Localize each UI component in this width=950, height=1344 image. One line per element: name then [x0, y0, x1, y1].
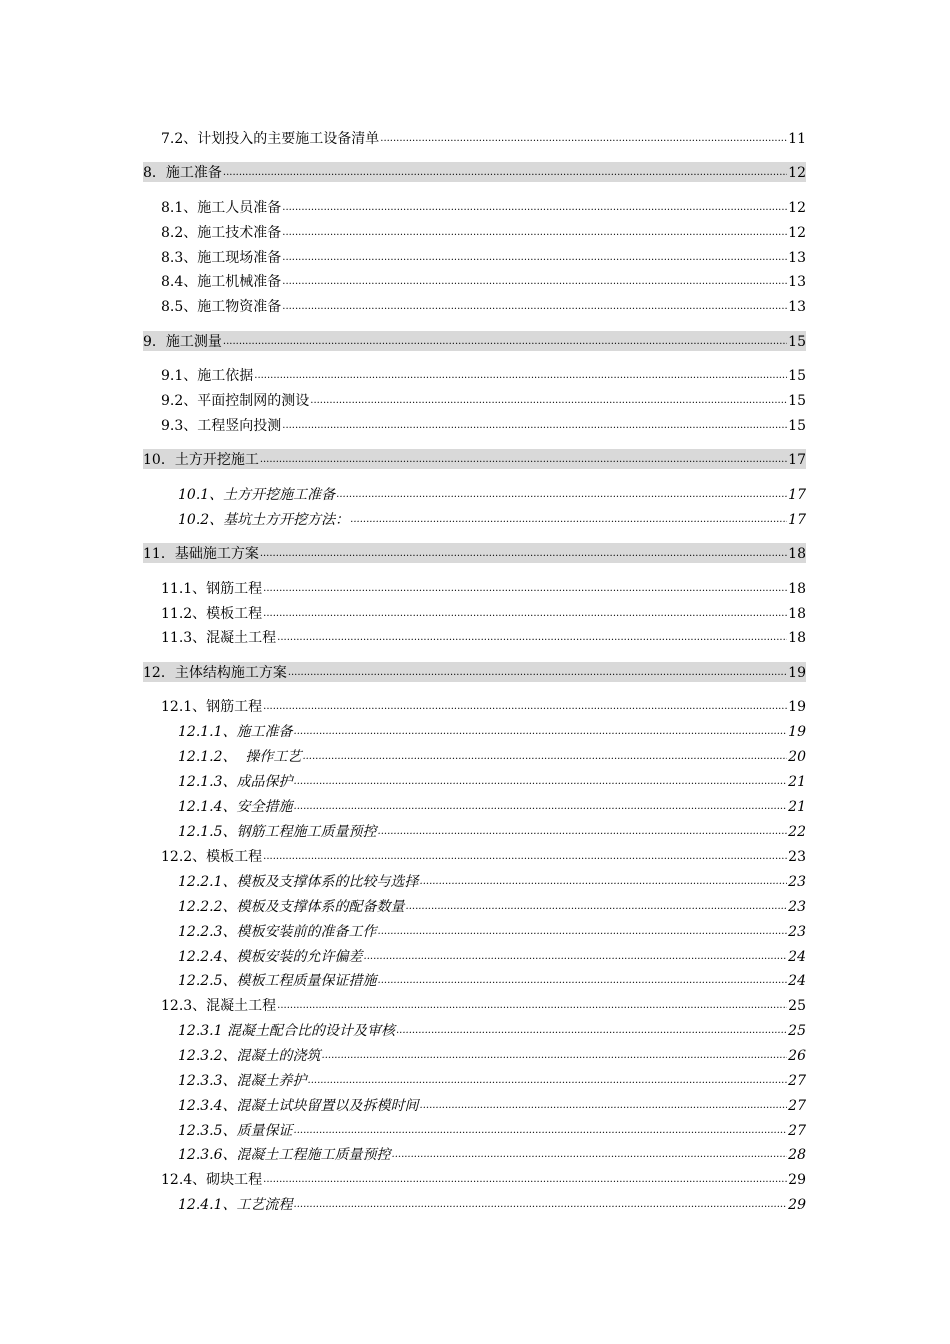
toc-page-number: 15 — [788, 368, 806, 384]
toc-page-number: 22 — [788, 824, 806, 840]
toc-section-entry[interactable] — [178, 484, 806, 504]
toc-section-entry[interactable] — [178, 771, 806, 791]
toc-page-number: 12 — [788, 165, 806, 181]
toc-entry-label: 12.1.2、 操作工艺 — [178, 749, 302, 765]
toc-section-entry[interactable] — [161, 995, 806, 1015]
toc-entry-label: 12.1.5、钢筋工程施工质量预控 — [178, 824, 377, 840]
toc-page-number: 23 — [788, 849, 806, 865]
toc-entry-label: 12.2、模板工程 — [161, 849, 263, 865]
toc-page-number: 17 — [788, 452, 806, 468]
toc-entry-label: 11.2、模板工程 — [161, 606, 263, 622]
toc-page-number: 23 — [788, 874, 806, 890]
toc-page-number: 29 — [788, 1197, 806, 1213]
toc-page-number: 15 — [788, 418, 806, 434]
toc-dot-leader — [294, 1194, 788, 1214]
toc-entry-label: 10．土方开挖施工 — [143, 452, 259, 468]
toc-page-number: 27 — [788, 1123, 806, 1139]
toc-dot-leader — [380, 128, 787, 148]
toc-entry-label: 9.2、平面控制网的测设 — [161, 393, 310, 409]
toc-dot-leader — [302, 746, 787, 766]
toc-entry-label: 12.2.1、模板及支撑体系的比较与选择 — [178, 874, 419, 890]
toc-dot-leader — [294, 771, 788, 791]
toc-section-entry[interactable] — [178, 1120, 806, 1140]
toc-page-number: 19 — [788, 724, 806, 740]
toc-section-entry[interactable] — [161, 415, 806, 435]
toc-dot-leader — [277, 627, 787, 647]
toc-section-entry[interactable] — [178, 921, 806, 941]
toc-entry-label: 12.1.3、成品保护 — [178, 774, 293, 790]
toc-entry-label: 12.3.2、混凝土的浇筑 — [178, 1048, 321, 1064]
toc-dot-leader — [322, 1045, 788, 1065]
toc-section-entry[interactable] — [161, 846, 806, 866]
toc-dot-leader — [378, 921, 788, 941]
toc-page-number: 12 — [788, 200, 806, 216]
toc-page-number: 23 — [788, 924, 806, 940]
toc-entry-label: 12.2.3、模板安装前的准备工作 — [178, 924, 377, 940]
toc-dot-leader — [378, 821, 788, 841]
toc-entry-label: 12.3、混凝土工程 — [161, 998, 277, 1014]
toc-page-number: 18 — [788, 581, 806, 597]
toc-dot-leader — [277, 995, 787, 1015]
toc-page-number: 25 — [788, 1023, 806, 1039]
toc-section-entry[interactable] — [161, 296, 806, 316]
toc-section-entry[interactable] — [161, 222, 806, 242]
toc-dot-leader — [288, 662, 787, 682]
toc-page-number: 24 — [788, 949, 806, 965]
toc-page-number: 18 — [788, 630, 806, 646]
toc-page-number: 20 — [788, 749, 806, 765]
toc-section-entry[interactable] — [161, 197, 806, 217]
toc-page-number: 18 — [788, 606, 806, 622]
toc-page-number: 21 — [788, 774, 806, 790]
toc-entry-label: 12.1.1、施工准备 — [178, 724, 293, 740]
toc-entry-label: 8．施工准备 — [143, 165, 222, 181]
toc-dot-leader — [282, 197, 787, 217]
toc-page-number: 29 — [788, 1172, 806, 1188]
toc-chapter-entry[interactable] — [143, 331, 806, 351]
toc-entry-label: 12．主体结构施工方案 — [143, 665, 287, 681]
toc-section-entry[interactable] — [178, 1144, 806, 1164]
toc-page-number: 19 — [788, 665, 806, 681]
toc-chapter-entry[interactable] — [143, 543, 806, 563]
toc-entry-label: 7.2、计划投入的主要施工设备清单 — [161, 131, 380, 147]
toc-chapter-entry[interactable] — [143, 449, 806, 469]
toc-dot-leader — [420, 871, 788, 891]
toc-dot-leader — [364, 946, 788, 966]
toc-entry-label: 12.2.4、模板安装的允许偏差 — [178, 949, 363, 965]
toc-section-entry[interactable] — [178, 1095, 806, 1115]
toc-page-number: 21 — [788, 799, 806, 815]
toc-dot-leader — [260, 543, 787, 563]
toc-section-entry[interactable] — [161, 1169, 806, 1189]
toc-entry-label: 9.3、工程竖向投测 — [161, 418, 282, 434]
toc-page-number: 15 — [788, 334, 806, 350]
toc-section-entry[interactable] — [178, 970, 806, 990]
toc-dot-leader — [294, 796, 788, 816]
toc-dot-leader — [378, 970, 788, 990]
toc-section-entry[interactable] — [178, 1045, 806, 1065]
toc-dot-leader — [336, 484, 787, 504]
toc-page-number: 17 — [788, 512, 806, 528]
toc-entry-label: 12.2.2、模板及支撑体系的配备数量 — [178, 899, 405, 915]
toc-entry-label: 12.3.1 混凝土配合比的设计及审核 — [178, 1023, 395, 1039]
toc-entry-label: 12.3.4、混凝土试块留置以及拆模时间 — [178, 1098, 419, 1114]
toc-dot-leader — [263, 603, 787, 623]
toc-section-entry[interactable] — [178, 796, 806, 816]
toc-page-number: 13 — [788, 250, 806, 266]
toc-section-entry[interactable] — [161, 365, 806, 385]
toc-page-number: 23 — [788, 899, 806, 915]
toc-page-number: 17 — [788, 487, 806, 503]
toc-entry-label: 8.5、施工物资准备 — [161, 299, 282, 315]
toc-dot-leader — [420, 1095, 788, 1115]
toc-dot-leader — [254, 365, 787, 385]
toc-page-number: 28 — [788, 1147, 806, 1163]
toc-section-entry[interactable] — [178, 746, 806, 766]
toc-dot-leader — [294, 1120, 788, 1140]
toc-entry-label: 11.1、钢筋工程 — [161, 581, 263, 597]
toc-page-number: 12 — [788, 225, 806, 241]
toc-entry-label: 12.3.3、混凝土养护 — [178, 1073, 307, 1089]
toc-page-number: 24 — [788, 973, 806, 989]
toc-page-number: 27 — [788, 1098, 806, 1114]
toc-entry-label: 10.1、土方开挖施工准备 — [178, 487, 336, 503]
toc-section-entry[interactable] — [161, 603, 806, 623]
toc-page-number: 19 — [788, 699, 806, 715]
toc-section-entry[interactable] — [161, 627, 806, 647]
toc-section-entry[interactable] — [178, 1020, 806, 1040]
toc-entry-label: 8.2、施工技术准备 — [161, 225, 282, 241]
toc-page-number: 11 — [788, 131, 806, 147]
toc-dot-leader — [282, 296, 787, 316]
toc-section-entry[interactable] — [161, 696, 806, 716]
toc-dot-leader — [282, 271, 787, 291]
toc-dot-leader — [260, 449, 787, 469]
toc-section-entry[interactable] — [161, 128, 806, 148]
toc-dot-leader — [282, 247, 787, 267]
toc-entry-label: 8.3、施工现场准备 — [161, 250, 282, 266]
toc-entry-label: 11．基础施工方案 — [143, 546, 259, 562]
toc-section-entry[interactable] — [161, 271, 806, 291]
toc-section-entry[interactable] — [178, 1194, 806, 1214]
toc-entry-label: 12.4.1、工艺流程 — [178, 1197, 293, 1213]
toc-entry-label: 12.1、钢筋工程 — [161, 699, 263, 715]
toc-dot-leader — [282, 415, 787, 435]
toc-dot-leader — [294, 721, 788, 741]
toc-section-entry[interactable] — [178, 1070, 806, 1090]
toc-entry-label: 12.1.4、安全措施 — [178, 799, 293, 815]
toc-section-entry[interactable] — [178, 946, 806, 966]
toc-entry-label: 11.3、混凝土工程 — [161, 630, 277, 646]
toc-dot-leader — [350, 509, 787, 529]
toc-page-number: 15 — [788, 393, 806, 409]
toc-dot-leader — [263, 696, 787, 716]
toc-page-number: 18 — [788, 546, 806, 562]
toc-dot-leader — [282, 222, 787, 242]
toc-page-number: 25 — [788, 998, 806, 1014]
toc-entry-label: 9.1、施工依据 — [161, 368, 254, 384]
toc-section-entry[interactable] — [178, 896, 806, 916]
toc-section-entry[interactable] — [161, 390, 806, 410]
toc-dot-leader — [310, 390, 787, 410]
toc-entry-label: 9．施工测量 — [143, 334, 222, 350]
toc-entry-label: 12.4、砌块工程 — [161, 1172, 263, 1188]
toc-entry-label: 10.2、基坑土方开挖方法： — [178, 512, 350, 528]
toc-entry-label: 8.1、施工人员准备 — [161, 200, 282, 216]
toc-section-entry[interactable] — [178, 509, 806, 529]
toc-dot-leader — [392, 1144, 788, 1164]
toc-dot-leader — [308, 1070, 788, 1090]
toc-section-entry[interactable] — [178, 821, 806, 841]
toc-dot-leader — [263, 578, 787, 598]
toc-page-number: 27 — [788, 1073, 806, 1089]
toc-page-number: 13 — [788, 299, 806, 315]
toc-dot-leader — [263, 1169, 787, 1189]
toc-section-entry[interactable] — [161, 247, 806, 267]
toc-chapter-entry[interactable] — [143, 162, 806, 182]
toc-page-number: 26 — [788, 1048, 806, 1064]
toc-entry-label: 12.3.5、质量保证 — [178, 1123, 293, 1139]
toc-section-entry[interactable] — [178, 721, 806, 741]
toc-dot-leader — [263, 846, 787, 866]
toc-section-entry[interactable] — [178, 871, 806, 891]
toc-dot-leader — [223, 162, 787, 182]
toc-entry-label: 12.2.5、模板工程质量保证措施 — [178, 973, 377, 989]
toc-chapter-entry[interactable] — [143, 662, 806, 682]
toc-dot-leader — [223, 331, 787, 351]
toc-page-number: 13 — [788, 274, 806, 290]
toc-entry-label: 12.3.6、混凝土工程施工质量预控 — [178, 1147, 391, 1163]
toc-dot-leader — [406, 896, 788, 916]
toc-entry-label: 8.4、施工机械准备 — [161, 274, 282, 290]
toc-section-entry[interactable] — [161, 578, 806, 598]
toc-dot-leader — [396, 1020, 787, 1040]
